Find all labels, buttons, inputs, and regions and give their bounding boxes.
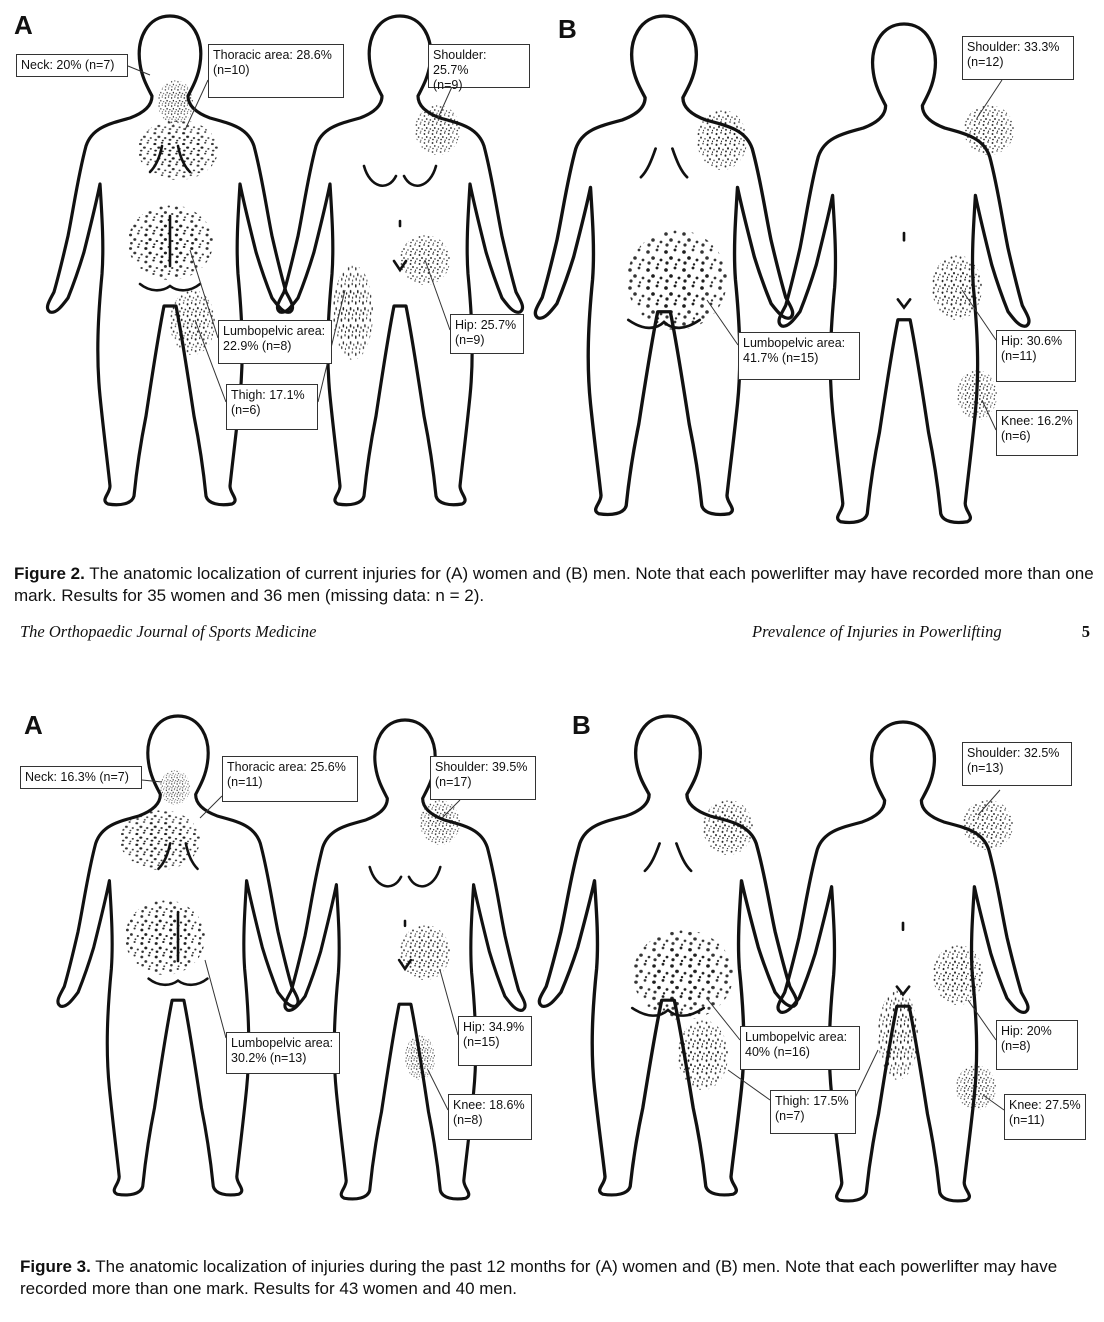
figure-2-panel-b xyxy=(552,0,1104,540)
figure-3-caption xyxy=(20,1256,1094,1300)
hip-label: Hip: 30.6% (n=11) xyxy=(996,330,1076,382)
panel-letter: A xyxy=(14,10,33,40)
knee-label: Knee: 18.6% (n=8) xyxy=(448,1094,532,1140)
figure-3-panel-b xyxy=(558,700,1104,1220)
neck-label: Neck: 20% (n=7) xyxy=(16,54,128,77)
journal-name: The Orthopaedic Journal of Sports Medicine xyxy=(20,622,317,641)
thigh-label: Thigh: 17.5% (n=7) xyxy=(770,1090,856,1134)
caption-label: Figure 2. xyxy=(14,564,85,583)
page-number: 5 xyxy=(1081,622,1090,641)
thigh-label: Thigh: 17.1% (n=6) xyxy=(226,384,318,430)
shoulder-label: Shoulder: 39.5% (n=17) xyxy=(430,756,536,800)
figure-2-panel-a xyxy=(0,0,540,520)
figure-3-panel-a xyxy=(0,700,545,1210)
caption-text: The anatomic localization of current injuries for (A) women and (B) men. Note that each powerlifter may have recorded more than one mark. Results for 35 women and 36 men (missing data: n = 2). xyxy=(14,564,1094,605)
article-title: Prevalence of Injuries in Powerlifting xyxy=(752,622,1002,641)
thoracic-label: Thoracic area: 25.6% (n=11) xyxy=(222,756,358,802)
panel-letter: B xyxy=(572,710,591,740)
lumbopelvic-label: Lumbopelvic area: 30.2% (n=13) xyxy=(226,1032,340,1074)
lumbopelvic-label: Lumbopelvic area: 22.9% (n=8) xyxy=(218,320,332,364)
neck-label: Neck: 16.3% (n=7) xyxy=(20,766,142,789)
shoulder-label: Shoulder: 33.3% (n=12) xyxy=(962,36,1074,80)
hip-label: Hip: 34.9% (n=15) xyxy=(458,1016,532,1066)
male-front-body xyxy=(779,24,1029,522)
shoulder-label: Shoulder: 32.5% (n=13) xyxy=(962,742,1072,786)
panel-letter: A xyxy=(24,710,43,740)
caption-label: Figure 3. xyxy=(20,1257,91,1276)
lumbopelvic-label: Lumbopelvic area: 41.7% (n=15) xyxy=(738,332,860,380)
shoulder-label: Shoulder: 25.7% (n=9) xyxy=(428,44,530,88)
hip-label: Hip: 20% (n=8) xyxy=(996,1020,1078,1070)
injury-stipple xyxy=(128,80,460,360)
thoracic-label: Thoracic area: 28.6% (n=10) xyxy=(208,44,344,98)
hip-label: Hip: 25.7% (n=9) xyxy=(450,314,524,354)
panel-letter: B xyxy=(558,14,577,44)
knee-label: Knee: 16.2% (n=6) xyxy=(996,410,1078,456)
caption-text: The anatomic localization of injuries during the past 12 months for (A) women and (B) men. Note that each powerlifter may have recorded more than one mark. Results for 43 women and 40 men. xyxy=(20,1257,1058,1298)
figure-2-panel-b-drawing xyxy=(552,0,1104,540)
figure-2-caption xyxy=(14,563,1094,607)
lumbopelvic-label: Lumbopelvic area: 40% (n=16) xyxy=(740,1026,860,1070)
knee-label: Knee: 27.5% (n=11) xyxy=(1004,1094,1086,1140)
